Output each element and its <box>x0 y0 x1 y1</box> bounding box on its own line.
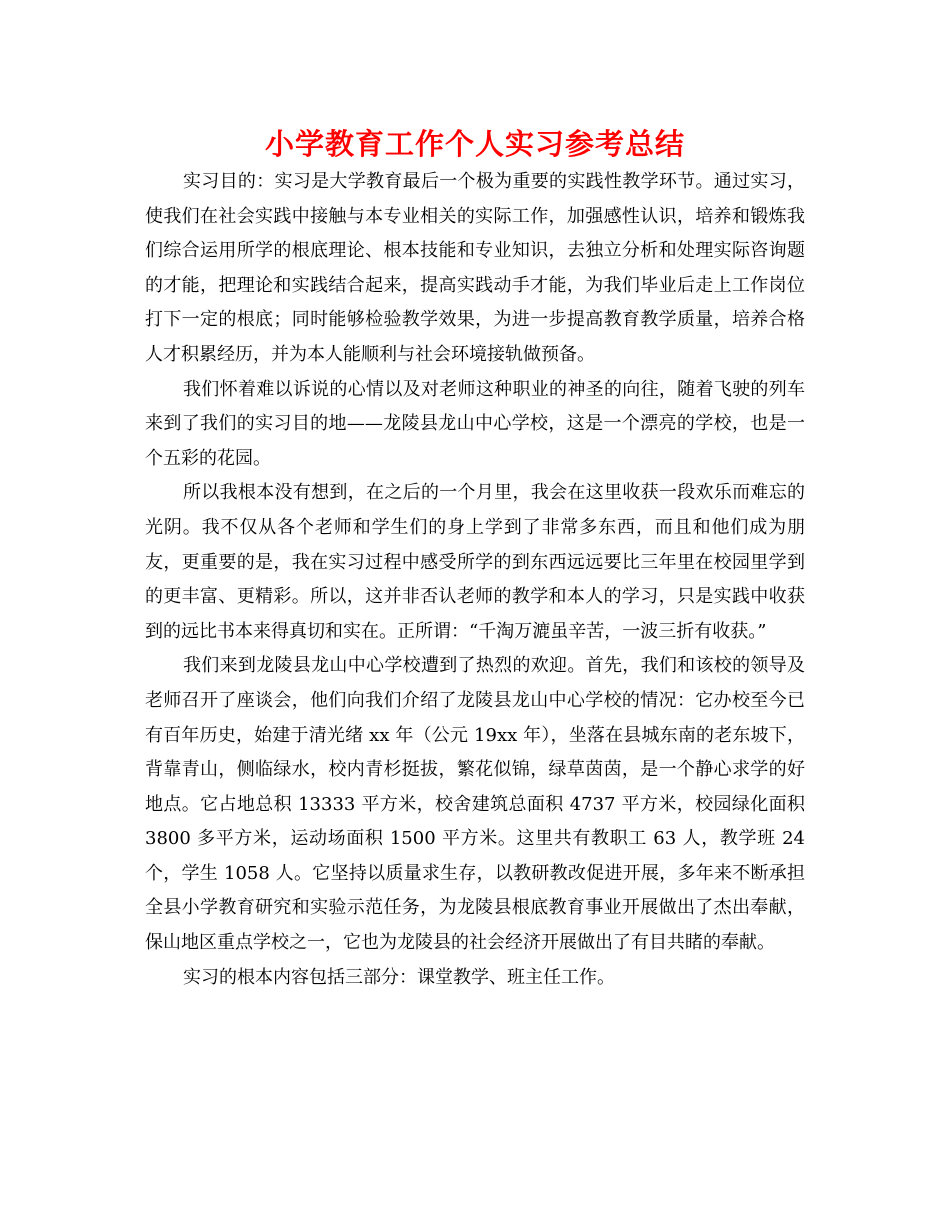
paragraph-content: 实习的根本内容包括三部分：课堂教学、班主任工作。 <box>183 966 615 988</box>
paragraph-arrival: 我们怀着难以诉说的心情以及对老师这种职业的神圣的向往，随着飞驶的列车来到了我们的实习目的地——龙陵县龙山中心学校，这是一个漂亮的学校，也是一个五彩的花园。 <box>145 378 805 469</box>
paragraph-harvest: 所以我根本没有想到，在之后的一个月里，我会在这里收获一段欢乐而难忘的光阴。我不仅从各个老师和学生们的身上学到了非常多东西，而且和他们成为朋友，更重要的是，我在实习过程中感受所学的到东西远远要比三年里在校园里学到的更丰富、更精彩。所以，这并非否认老师的教学和本人的学习，只是实践中收获到的远比书本来得真切和实在。正所谓：“千淘万漉虽辛苦，一波三折有收获。” <box>145 482 805 642</box>
document-body <box>145 165 805 995</box>
page-title: 小学教育工作个人实习参考总结 <box>264 127 685 161</box>
paragraph-school-intro: 我们来到龙陵县龙山中心学校遭到了热烈的欢迎。首先，我们和该校的领导及老师召开了座谈会，他们向我们介绍了龙陵县龙山中心学校的情况：它办校至今已有百年历史，始建于清光绪 xx 年（公元 19xx 年），坐落在县城东南的老东坡下，背靠青山，侧临绿水，校内青杉挺拔，繁花似锦，绿草茵茵，是一个静心求学的好地点。它占地总积 13333 平方米，校舍建筑总面积 4737 平方米，校园绿化面积 3800 多平方米，运动场面积 1500 平方米。这里共有教职工 63 人，教学班 24 个，学生 1058 人。它坚持以质量求生存，以教研教改促进开展，多年来不断承担全县小学教育研究和实验示范任务，为龙陵县根底教育事业开展做出了杰出奉献，保山地区重点学校之一，它也为龙陵县的社会经济开展做出了有目共睹的奉献。 <box>145 655 805 954</box>
paragraph-purpose: 实习目的：实习是大学教育最后一个极为重要的实践性教学环节。通过实习，使我们在社会实践中接触与本专业相关的实际工作，加强感性认识，培养和锻炼我们综合运用所学的根底理论、根本技能和专业知识，去独立分析和处理实际咨询题的才能，把理论和实践结合起来，提高实践动手才能，为我们毕业后走上工作岗位打下一定的根底；同时能够检验教学效果，为进一步提高教育教学质量，培养合格人才积累经历，并为本人能顺利与社会环境接轨做预备。 <box>145 171 805 365</box>
